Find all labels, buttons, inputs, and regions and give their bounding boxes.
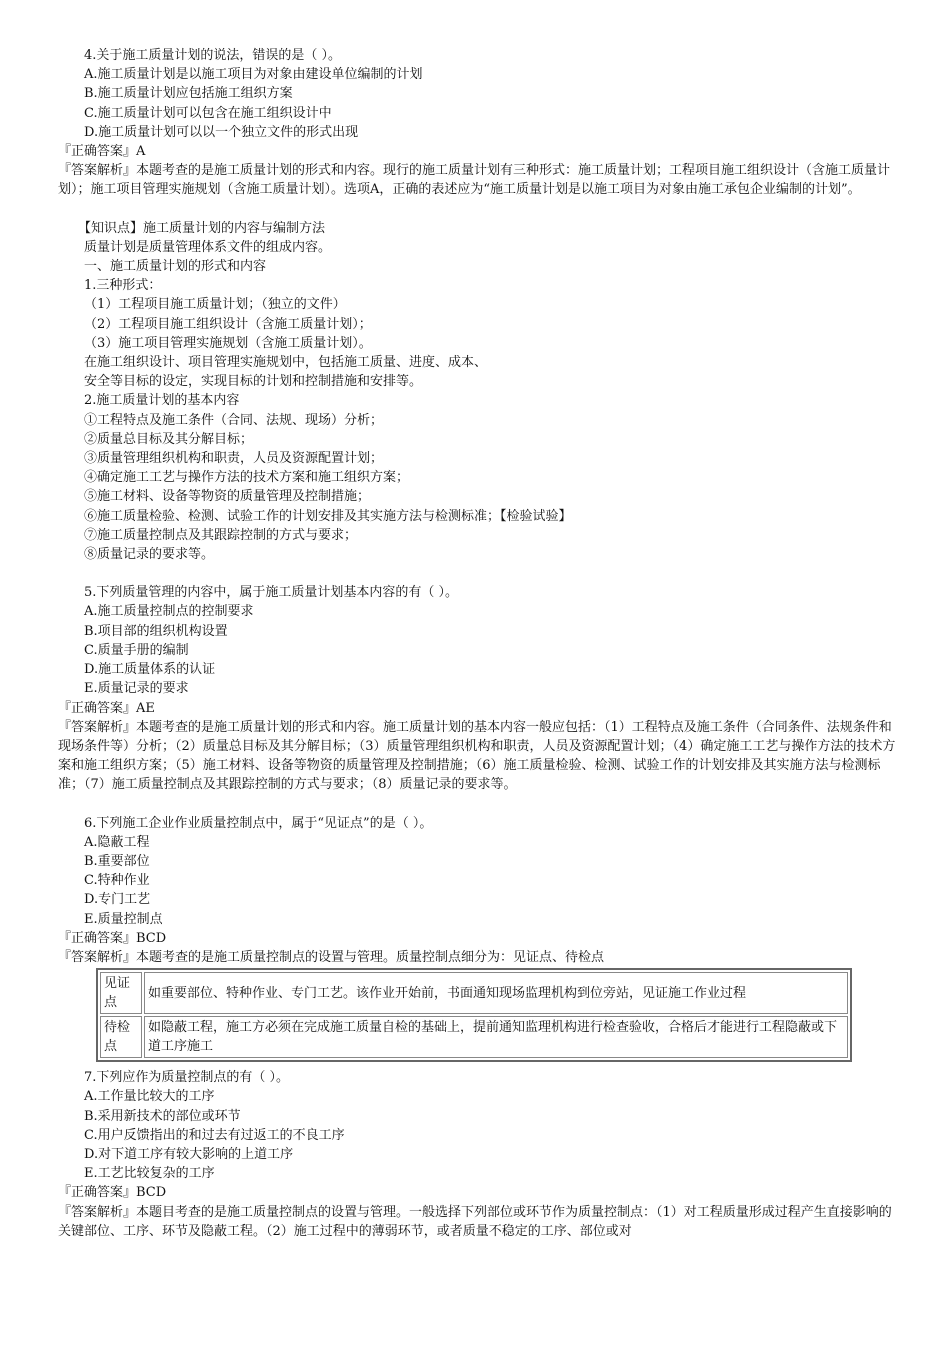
content-item-1: ①工程特点及施工条件（合同、法规、现场）分析； <box>84 412 384 428</box>
table-row <box>100 972 848 1014</box>
form-item-3: （3）施工项目管理实施规划（含施工质量计划）。 <box>84 335 372 351</box>
q7-answer: 『正确答案』BCD <box>58 1185 167 1201</box>
form-item-2: （2）工程项目施工组织设计（含施工质量计划）； <box>84 316 372 332</box>
forms-note-line-1: 在施工组织设计、项目管理实施规划中，包括施工质量、进度、成本、 <box>84 355 488 371</box>
q5-option-a: A.施工质量控制点的控制要求 <box>84 604 254 620</box>
content-item-6: ⑥施工质量检验、检测、试验工作的计划安排及其实施方法与检测标准；【检验试验】 <box>84 508 572 524</box>
form-item-1: （1）工程项目施工质量计划；（独立的文件） <box>84 297 346 313</box>
control-point-table <box>96 968 852 1062</box>
knowledge-section-1: 一、施工质量计划的形式和内容 <box>84 259 267 275</box>
knowledge-title: 【知识点】施工质量计划的内容与编制方法 <box>78 220 326 236</box>
q7-stem: 7.下列应作为质量控制点的有（ ）。 <box>84 1070 290 1086</box>
content-item-7: ⑦施工质量控制点及其跟踪控制的方式与要求； <box>84 527 358 543</box>
q4-analysis: 『答案解析』本题考查的是施工质量计划的形式和内容。现行的施工质量计划有三种形式：施工质量计划；工程项目施工组织设计（含施工质量计划）；施工项目管理实施规划（含施工质量计划）。选项A，正确的表述应为“施工质量计划是以施工项目为对象由施工承包企业编制的计划”。 <box>58 163 891 198</box>
q5-option-c: C.质量手册的编制 <box>84 642 189 658</box>
q6-analysis: 『答案解析』本题考查的是施工质量控制点的设置与管理。质量控制点细分为：见证点、待检点 <box>58 949 605 965</box>
table-cell-desc: 如隐蔽工程，施工方必须在完成施工质量自检的基础上，提前通知监理机构进行检查验收，合格后才能进行工程隐蔽或下道工序施工 <box>144 1016 848 1058</box>
q4-option-d: D.施工质量计划可以以一个独立文件的形式出现 <box>84 124 359 140</box>
knowledge-intro: 质量计划是质量管理体系文件的组成内容。 <box>84 239 332 255</box>
q4-option-b: B.施工质量计划应包括施工组织方案 <box>84 86 293 102</box>
q7-option-c: C.用户反馈指出的和过去有过返工的不良工序 <box>84 1127 345 1143</box>
q5-option-b: B.项目部的组织机构设置 <box>84 623 228 639</box>
forms-note-line-2: 安全等目标的设定，实现目标的计划和控制措施和安排等。 <box>84 374 423 390</box>
content-item-4: ④确定施工工艺与操作方法的技术方案和施工组织方案； <box>84 470 410 486</box>
q4-option-a: A.施工质量计划是以施工项目为对象由建设单位编制的计划 <box>84 67 423 83</box>
q5-analysis: 『答案解析』本题考查的是施工质量计划的形式和内容。施工质量计划的基本内容一般应包括：（1）工程特点及施工条件（合同条件、法规条件和现场条件等）分析；（2）质量总目标及其分解目标；（3）质量管理组织机构和职责，人员及资源配置计划；（4）确定施工工艺与操作方法的技术方案和施工组织方案；（5）施工材料、设备等物资的质量管理及控制措施；（6）施工质量检验、检测、试验工作的计划安排及其实施方法与检测标准；（7）施工质量控制点及其跟踪控制的方式与要求；（8）质量记录的要求等。 <box>58 719 896 793</box>
forms-title: 1.三种形式： <box>84 278 162 294</box>
q4-option-c: C.施工质量计划可以包含在施工组织设计中 <box>84 105 332 121</box>
q7-analysis: 『答案解析』本题目考查的是施工质量控制点的设置与管理。一般选择下列部位或环节作为质量控制点：（1）对工程质量形成过程产生直接影响的关键部位、工序、环节及隐蔽工程。（2）施工过程中的薄弱环节，或者质量不稳定的工序、部位或对 <box>58 1204 892 1239</box>
q6-option-c: C.特种作业 <box>84 873 150 889</box>
q7-option-b: B.采用新技术的部位或环节 <box>84 1108 241 1124</box>
q5-stem: 5.下列质量管理的内容中，属于施工质量计划基本内容的有（ ）。 <box>84 585 459 601</box>
q6-option-b: B.重要部位 <box>84 853 150 869</box>
table-cell-desc: 如重要部位、特种作业、专门工艺。该作业开始前，书面通知现场监理机构到位旁站，见证施工作业过程 <box>144 972 848 1014</box>
q4-answer: 『正确答案』A <box>58 144 146 160</box>
q6-answer: 『正确答案』BCD <box>58 930 167 946</box>
content-item-8: ⑧质量记录的要求等。 <box>84 547 215 563</box>
q7-option-e: E.工艺比较复杂的工序 <box>84 1166 215 1182</box>
table-cell-key: 见证点 <box>100 972 142 1014</box>
content-item-3: ③质量管理组织机构和职责，人员及资源配置计划； <box>84 451 384 467</box>
q5-option-e: E.质量记录的要求 <box>84 681 189 697</box>
q5-answer: 『正确答案』AE <box>58 700 155 716</box>
content-item-5: ⑤施工材料、设备等物资的质量管理及控制措施； <box>84 489 371 505</box>
q4-stem: 4.关于施工质量计划的说法，错误的是（ ）。 <box>84 48 342 63</box>
q6-option-e: E.质量控制点 <box>84 911 163 927</box>
q7-option-a: A.工作量比较大的工序 <box>84 1089 215 1105</box>
document-page <box>58 46 898 1241</box>
q6-stem: 6.下列施工企业作业质量控制点中，属于“见证点”的是（ ）。 <box>84 815 433 831</box>
q5-option-d: D.施工质量体系的认证 <box>84 662 216 678</box>
q6-option-a: A.隐蔽工程 <box>84 834 150 850</box>
q6-option-d: D.专门工艺 <box>84 892 151 908</box>
q7-option-d: D.对下道工序有较大影响的上道工序 <box>84 1146 294 1162</box>
content-title: 2.施工质量计划的基本内容 <box>84 393 240 409</box>
content-item-2: ②质量总目标及其分解目标； <box>84 431 254 447</box>
table-row <box>100 1016 848 1058</box>
table-cell-key: 待检点 <box>100 1016 142 1058</box>
